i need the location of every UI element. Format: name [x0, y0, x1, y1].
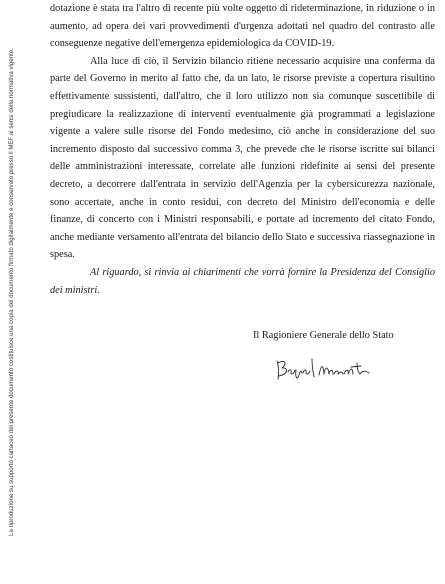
- paragraph-continuation: dotazione è stata tra l'altro di recente più volte oggetto di rideterminazione, in riduzione o in aumento, ad opera dei vari provvedimenti d'urgenza adottati nel quadro del contrasto alle conseguenze negative dell'emergenza epidemiologica da COVID-19.: [50, 3, 435, 50]
- digital-copy-disclaimer: La riproduzione su supporto cartaceo del presente documento costituisce una copia del documento firmato digitalmente e conservato presso il MEF ai sensi della normativa vigente.: [9, 48, 15, 536]
- paragraph-assessment: Alla luce di ciò, il Servizio bilancio ritiene necessario acquisire una conferma da parte del Governo in merito al fatto che, da un lato, le risorse previste a copertura risultino effettivamente sussistenti, dall'altro, che il loro utilizzo non sia comunque suscettibile di pregiudicare la realizzazione di interventi eventualmente già programmati a legislazione vigente a valere sulle risorse del Fondo medesimo, ciò anche in considerazione del suo incremento disposto dal successivo comma 3, che prevede che le risorse iscritte sui bilanci delle amministrazioni interessate, correlate alle funzioni ridefinite ai sensi del presente decreto, a decorrere dall'entrata in servizio dell'Agenzia per la cybersicurezza nazionale, sono accertate, anche in conto residui, con decreto del Ministro dell'economia e delle finanze, di concerto con i Ministri responsabili, e portate ad incremento del citato Fondo, anche mediante versamento all'entrata del bilancio dello Stato e successiva riassegnazione in spesa.: [50, 55, 435, 261]
- paragraph-conclusion: Al riguardo, si rinvia ai chiarimenti che vorrà fornire la Presidenza del Consiglio dei ministri.: [50, 266, 435, 296]
- handwritten-signature: [273, 355, 373, 383]
- document-body: [50, 0, 435, 299]
- signer-title: Il Ragioniere Generale dello Stato: [253, 330, 394, 341]
- signature-block: [253, 330, 433, 388]
